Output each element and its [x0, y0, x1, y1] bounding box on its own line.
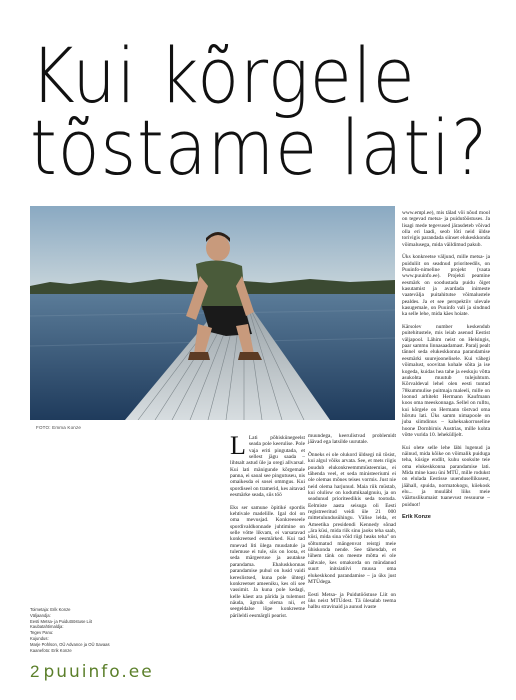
dock-photo-illustration [30, 206, 395, 420]
page-number: 2 [30, 662, 40, 681]
paragraph: Kärsolev number keskendub puitehitustele, mis leiab asenud Eestist väljapool. Lähim neist on Helsingis, paar sammu linnasaadamast. Paralj pealt tännel seda elukeskkonna parandamise eesmärki suurejoonelisele. Kui vähegi võimalust, soovitan kohale sõita ja ise kogeda, kuidas hea tahe ja eeskuju võtta asukohta muutub tulejuhtum. Kõrvaldeval lehel olen eesti tuntud 78kummulise puitmaja maleeli, mille on loonud arhitekt Hermann Kaufmann koos oma meeskonnaga. Sellel on rulltu, kui kõrgele on Hermann tõstvad oma hõrutu lati. Üks samm nimapoole on juba siimdinus – kaheksakorruseline hoone Dornbirnis Austrias, mille kohta võtte vurida 10. lehekülljelt. [402, 324, 490, 438]
credit-line: Väljaandja: [30, 612, 51, 618]
body-column-3 [402, 210, 490, 521]
credit-line: Kujundus: [30, 635, 49, 641]
lead-paragraph [230, 431, 305, 499]
brand-link[interactable]: puuinfo.ee [43, 662, 154, 682]
author-signature: Erik Konze [402, 514, 431, 521]
credit-line: Kaanefoto: Erik Konze [30, 647, 72, 653]
masthead-credits [30, 607, 180, 653]
title-line-1: Kui kõrgele [30, 31, 416, 120]
paragraph: muundega, keerulistvad problemidt jäävad ega latsilde uurutale. [308, 433, 396, 446]
credit-line: Tegev Panu: [30, 630, 54, 636]
page-footer [30, 662, 154, 682]
photo-credit: FOTO: Emma Konze [36, 425, 82, 430]
paragraph: Õnneks ei ole olukord üldsegi nii tõsist, kui algul võiks arvata. See, et mets riigis puudub elukonkreemmmüsteemias, ei tähenda veel, et seda ministeeriumi ei ole olemas mõnes teises vormis. Just nie neid olema harjunud. Maia riik müstab, kui olulisw on kodumikaalgnuiu, ja on seadunud prioriteedikis seda tootuda. Eelmiste aasta seisuga oli Eesti registreeritud veidi üle 21 000 mittetulundusühingu. Välise lelda, et Ameetika presidendi Kennedy sõnad „ära küsi, mida riik sinu jaoks teha saab, küsi, mida sina võid riigi heaks teha" on sõltumatud mängenvat reistgi meie ühiskonda nende. See tähendab, et lühem tänk on meeste mõtta ei ole nähvale, kes omakorda on mündanud suurt initsiatiivi muusa oma elukeskkond parandamise – ja üks just MTÜdega. [308, 451, 396, 585]
credit-line: Toimetaja: Erik Konze [30, 607, 71, 612]
article-photo [30, 206, 395, 420]
paragraph: Eks ser samune öpitiké spordis kehtivale madelille. Igal dol on oma mevusjad. Konkreeseele spordivaldkonnade juhtimine on selle vötte likvam, ei varsatavad konkreetsed eesmärked. Kui tad mnevad liti ülega muudatule ja tulemuse ei tule, siis on loota, et seda märgeeruse ja asutakse parandama. Ehaluskkonnas parandamise puhul on lusid vaidi kereslistsed, kuna pole ühtegi konkreetset ameeniku, kes oli see vassimit. Ja kuna pole kedagi, kelle käest ara pärida ja tulemust näuda, ägruik olema nii, et seegeldalse lõpe konkreetne pärileldi eesmärgli pearist. [230, 504, 305, 619]
title-line-2: tõstame lati? [30, 103, 489, 192]
body-column-2 [308, 433, 396, 617]
paragraph: Üks konkreetse väljund, mille metsa- ja puiduliit on seadnud prioriteedils, on Puuinfo-nimeline projekt (vaata www.puuinfo.ee). Projekti peamine eesmärk on soodustada puidu õiget kasutamist ja avardada inimeste vaatevälja puitahitutse võimalustele pealdes. Ja et see perspektiiv ulevale kasugemale, on Puuinfo vali ja sindnud ka selle lehe, mida käes hoiate. [402, 254, 490, 318]
lead-text: Lati põhiskünegeelst seada pole keerulise. Pole vaja eriti pingutada, et sellest jägu saada – lihtsalt astud üle ja oregi allvarsal. Kui lati mänigunde kõrgemale panna, ei saoal see pingutuseu, nis omaikesda ei sosei ommgus. Kui spordiseel on tramerid, kes aitavad eesmärke seada, siis töö [230, 435, 305, 499]
article-title [30, 31, 489, 192]
credit-line: Marje Pohlson, OÜ Advance ja OÜ Savaas [30, 641, 110, 647]
credit-line: Kaubatahtimaldja: [30, 624, 64, 630]
body-column-1 [230, 431, 305, 625]
credit-line: Eesti Metsa- ja Puidutööstuse Liit [30, 618, 92, 624]
paragraph: www.empl.ee), mis tälad või nõud mool on tegevad metsa- ja puidutööstuses. Ja lisagi mede tegevused järasdeteb võivad olla eri laadi, seob lõti neid üldse torivigis parandada siinset elukeskkonda võimalusega, mida väildimud pakub. [402, 210, 490, 248]
drop-cap: L [230, 431, 246, 460]
paragraph: Kui olete selle lehe läbi lugenud ja näinud, mida kõike on võimalik puiduga teha, küsige endlit, kuhu sooksite teie oma elukeskkonna parandamise lati. Mida mine kasu üni MTÜ, mille rodukst on elulada Eestisse uuendusellikusest, jäähall, spuida, normatokogu, kiiekosk elu... ja muuläbl liiks meie väärtuslikumaist tuanevust ressuurse – puiduot! [402, 444, 490, 508]
paragraph: Eesti Metsa- ja Puidutööstuse Liit on üks neist MTÜdest. Tä ülesalab teema halbu stravinaid ja aunud ivaste [308, 591, 396, 611]
